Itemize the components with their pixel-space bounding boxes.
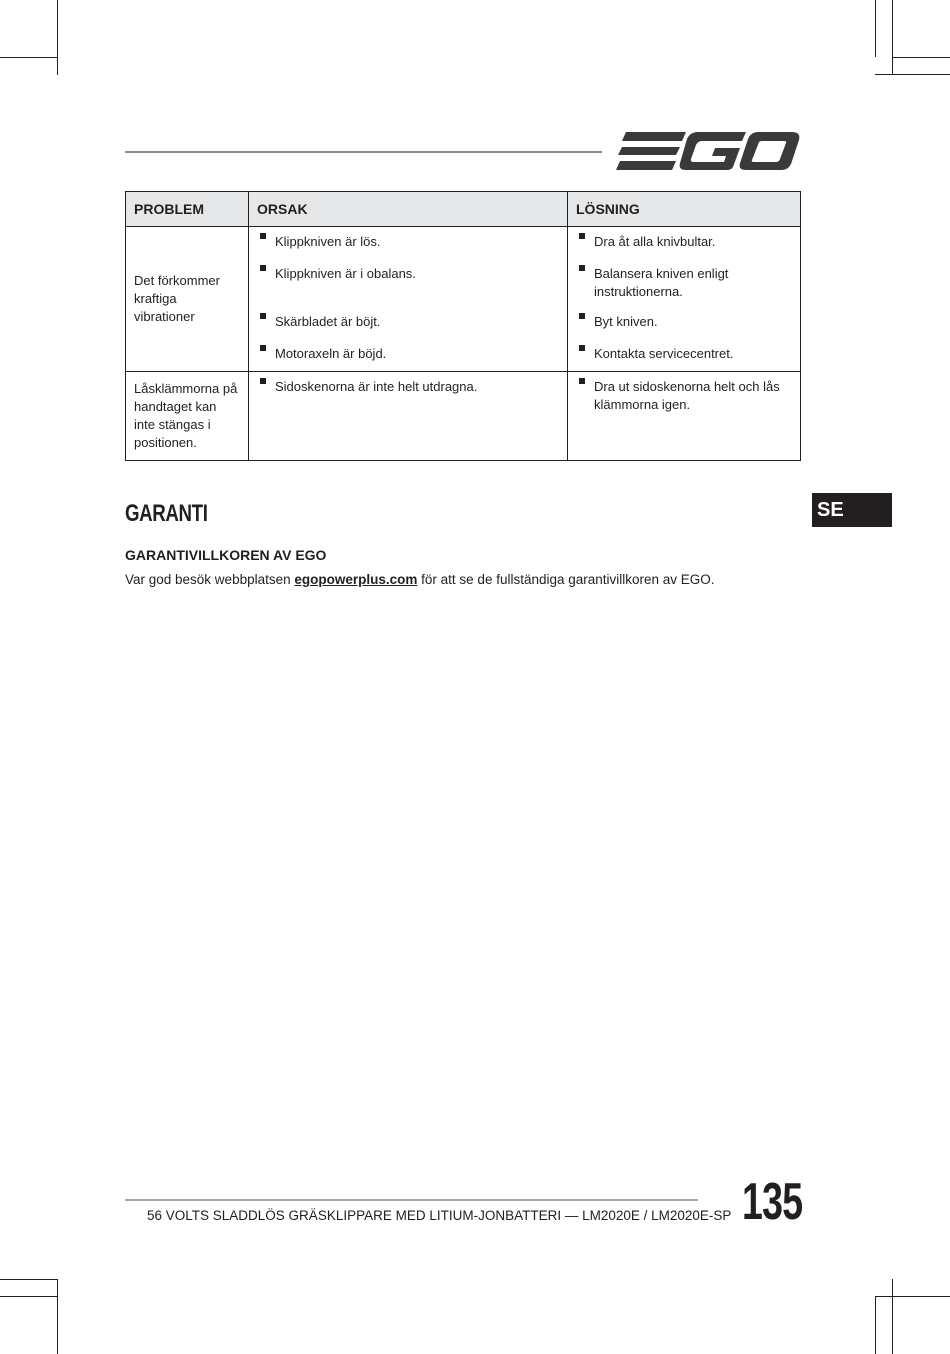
list-item: Skärbladet är böjt. bbox=[249, 307, 567, 339]
column-header-problem: PROBLEM bbox=[126, 192, 249, 227]
warranty-text-before: Var god besök webbplatsen bbox=[125, 572, 295, 587]
header-rule bbox=[125, 151, 602, 153]
troubleshooting-table bbox=[125, 191, 801, 461]
list-item: Balansera kniven enligt instruktionerna. bbox=[568, 259, 800, 307]
table-header-row bbox=[126, 192, 801, 227]
warranty-text bbox=[125, 572, 715, 587]
crop-mark-bottom-left-h bbox=[0, 1296, 58, 1297]
list-item: Klippkniven är i obalans. bbox=[249, 259, 567, 307]
warranty-text-after: för att se de fullständiga garantivillkoren av EGO. bbox=[417, 572, 715, 587]
crop-mark-bottom-left-h2 bbox=[0, 1279, 58, 1280]
page-number: 135 bbox=[742, 1173, 803, 1231]
table-row bbox=[126, 227, 801, 372]
cause-list bbox=[249, 227, 567, 371]
footer-rule bbox=[125, 1199, 698, 1201]
crop-mark-bottom-left-v bbox=[57, 1279, 58, 1354]
crop-mark-bottom-right-v2 bbox=[875, 1296, 876, 1354]
ego-logo bbox=[616, 129, 800, 173]
list-item: Motoraxeln är böjd. bbox=[249, 339, 567, 371]
list-item: Dra åt alla knivbultar. bbox=[568, 227, 800, 259]
list-item: Sidoskenorna är inte helt utdragna. bbox=[249, 372, 567, 460]
crop-mark-top-left-v bbox=[57, 0, 58, 75]
crop-mark-top-right-v2 bbox=[875, 0, 876, 57]
table-row bbox=[126, 372, 801, 461]
crop-mark-bottom-right-v bbox=[892, 1279, 893, 1354]
problem-cell: Det förkommer kraftiga vibrationer bbox=[126, 227, 249, 372]
problem-cell: Låsklämmorna på handtaget kan inte stängas i positionen. bbox=[126, 372, 249, 461]
cause-list bbox=[249, 372, 567, 460]
cause-cell bbox=[249, 372, 568, 461]
website-link[interactable]: egopowerplus.com bbox=[294, 572, 418, 587]
column-header-solution: LÖSNING bbox=[568, 192, 801, 227]
solution-cell bbox=[568, 227, 801, 372]
crop-mark-bottom-right-h bbox=[875, 1296, 950, 1297]
list-item: Dra ut sidoskenorna helt och lås klämmorna igen. bbox=[568, 372, 800, 460]
subsection-title: GARANTIVILLKOREN AV EGO bbox=[125, 547, 327, 563]
solution-list bbox=[568, 227, 800, 371]
crop-mark-top-right-v bbox=[892, 0, 893, 75]
language-tab: SE bbox=[812, 493, 892, 527]
column-header-cause: ORSAK bbox=[249, 192, 568, 227]
list-item: Kontakta servicecentret. bbox=[568, 339, 800, 371]
section-title: GARANTI bbox=[125, 500, 208, 527]
cause-cell bbox=[249, 227, 568, 372]
solution-list bbox=[568, 372, 800, 460]
crop-mark-top-left-h bbox=[0, 57, 58, 58]
crop-mark-top-right-h bbox=[892, 57, 950, 58]
solution-cell bbox=[568, 372, 801, 461]
crop-mark-top-right-h2 bbox=[875, 74, 950, 75]
list-item: Byt kniven. bbox=[568, 307, 800, 339]
list-item: Klippkniven är lös. bbox=[249, 227, 567, 259]
footer-text: 56 VOLTS SLADDLÖS GRÄSKLIPPARE MED LITIUM-JONBATTERI — LM2020E / LM2020E-SP bbox=[147, 1208, 732, 1223]
